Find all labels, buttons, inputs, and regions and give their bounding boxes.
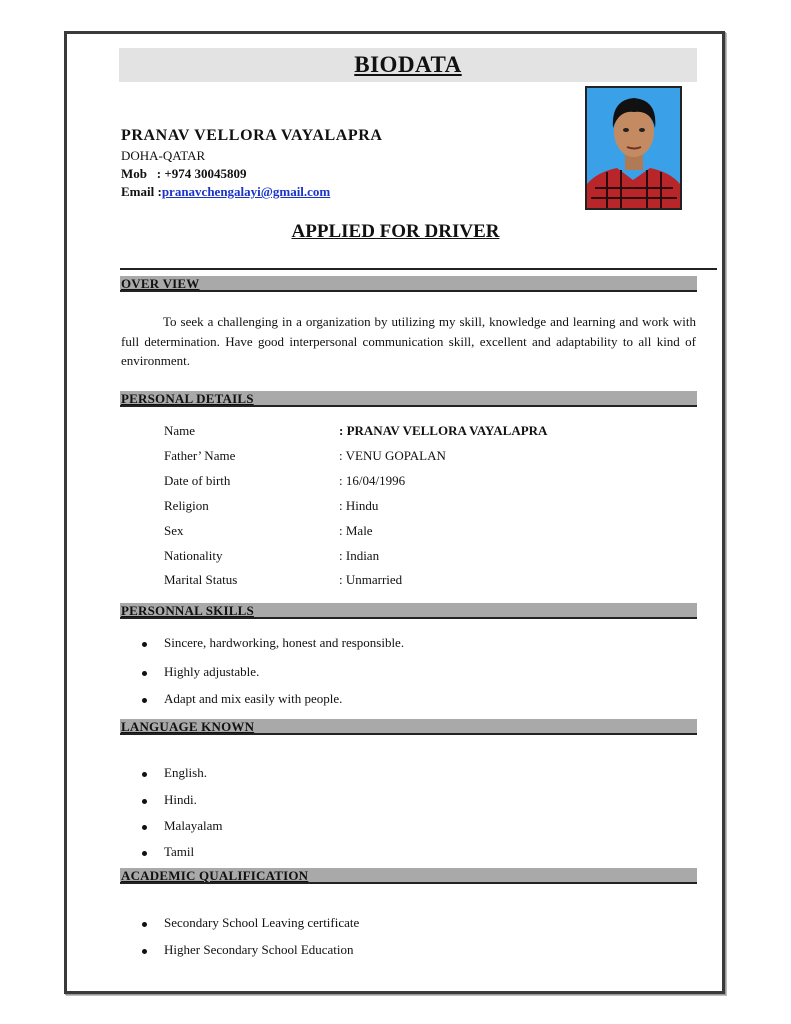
overview-text: To seek a challenging in a organization by utilizing my skill, knowledge and learning and work with full determination. Have good interpersonal communication skill, excellent and adaptability to all kind of environment. bbox=[121, 314, 696, 368]
applicant-name: PRANAV VELLORA VAYALAPRA bbox=[121, 127, 383, 144]
profile-photo bbox=[585, 86, 682, 210]
detail-label: Sex bbox=[164, 523, 184, 538]
email-label: Email : bbox=[121, 184, 162, 199]
detail-value: : Hindu bbox=[339, 498, 379, 513]
section-skills bbox=[120, 603, 697, 619]
detail-row-nationality bbox=[164, 548, 644, 566]
location: DOHA-QATAR bbox=[121, 148, 206, 163]
section-heading: ACADEMIC QUALIFICATION bbox=[121, 868, 309, 883]
detail-row-marital bbox=[164, 572, 644, 590]
bullet-icon bbox=[142, 698, 147, 703]
detail-value: : 16/04/1996 bbox=[339, 473, 406, 488]
section-heading: PERSONNAL SKILLS bbox=[121, 603, 254, 618]
detail-label: Father’ Name bbox=[164, 448, 236, 463]
divider bbox=[120, 268, 717, 270]
detail-label: Nationality bbox=[164, 548, 223, 563]
contact-block bbox=[121, 127, 383, 200]
section-heading: LANGUAGE KNOWN bbox=[121, 719, 255, 734]
detail-label: Name bbox=[164, 423, 196, 438]
bullet-icon bbox=[142, 949, 147, 954]
mobile-line: Mob : +974 30045809 bbox=[121, 166, 247, 181]
detail-row-sex bbox=[164, 523, 644, 541]
email-line bbox=[121, 184, 383, 200]
bullet-icon bbox=[142, 799, 147, 804]
detail-value: : Male bbox=[339, 523, 373, 538]
mobile-number: +974 30045809 bbox=[164, 166, 247, 181]
detail-label: Date of birth bbox=[164, 473, 231, 488]
bullet-icon bbox=[142, 671, 147, 676]
section-overview bbox=[120, 276, 697, 292]
detail-label: Religion bbox=[164, 498, 209, 513]
section-heading: OVER VIEW bbox=[121, 276, 200, 291]
bullet-icon bbox=[142, 851, 147, 856]
section-personal-details bbox=[120, 391, 697, 407]
portrait-photo-icon bbox=[587, 88, 680, 208]
detail-row-religion bbox=[164, 498, 644, 516]
section-languages bbox=[120, 719, 697, 735]
detail-value: : Unmarried bbox=[339, 572, 403, 587]
bullet-icon bbox=[142, 922, 147, 927]
detail-value: : Indian bbox=[339, 548, 380, 563]
bullet-icon bbox=[142, 825, 147, 830]
section-heading: PERSONAL DETAILS bbox=[121, 391, 254, 406]
detail-row-father bbox=[164, 448, 644, 466]
document-title: BIODATA bbox=[354, 52, 462, 77]
document-title-bar bbox=[119, 48, 697, 82]
mobile-label: Mob bbox=[121, 166, 147, 181]
applied-for-heading: APPLIED FOR DRIVER bbox=[291, 221, 500, 242]
bullet-icon bbox=[142, 642, 147, 647]
detail-row-name bbox=[164, 423, 644, 441]
detail-label: Marital Status bbox=[164, 572, 238, 587]
detail-value: : PRANAV VELLORA VAYALAPRA bbox=[339, 423, 548, 438]
section-academics bbox=[120, 868, 697, 884]
detail-row-dob bbox=[164, 473, 644, 491]
bullet-icon bbox=[142, 772, 147, 777]
email-link[interactable]: pranavchengalayi@gmail.com bbox=[161, 184, 331, 199]
detail-value: : VENU GOPALAN bbox=[339, 448, 446, 463]
